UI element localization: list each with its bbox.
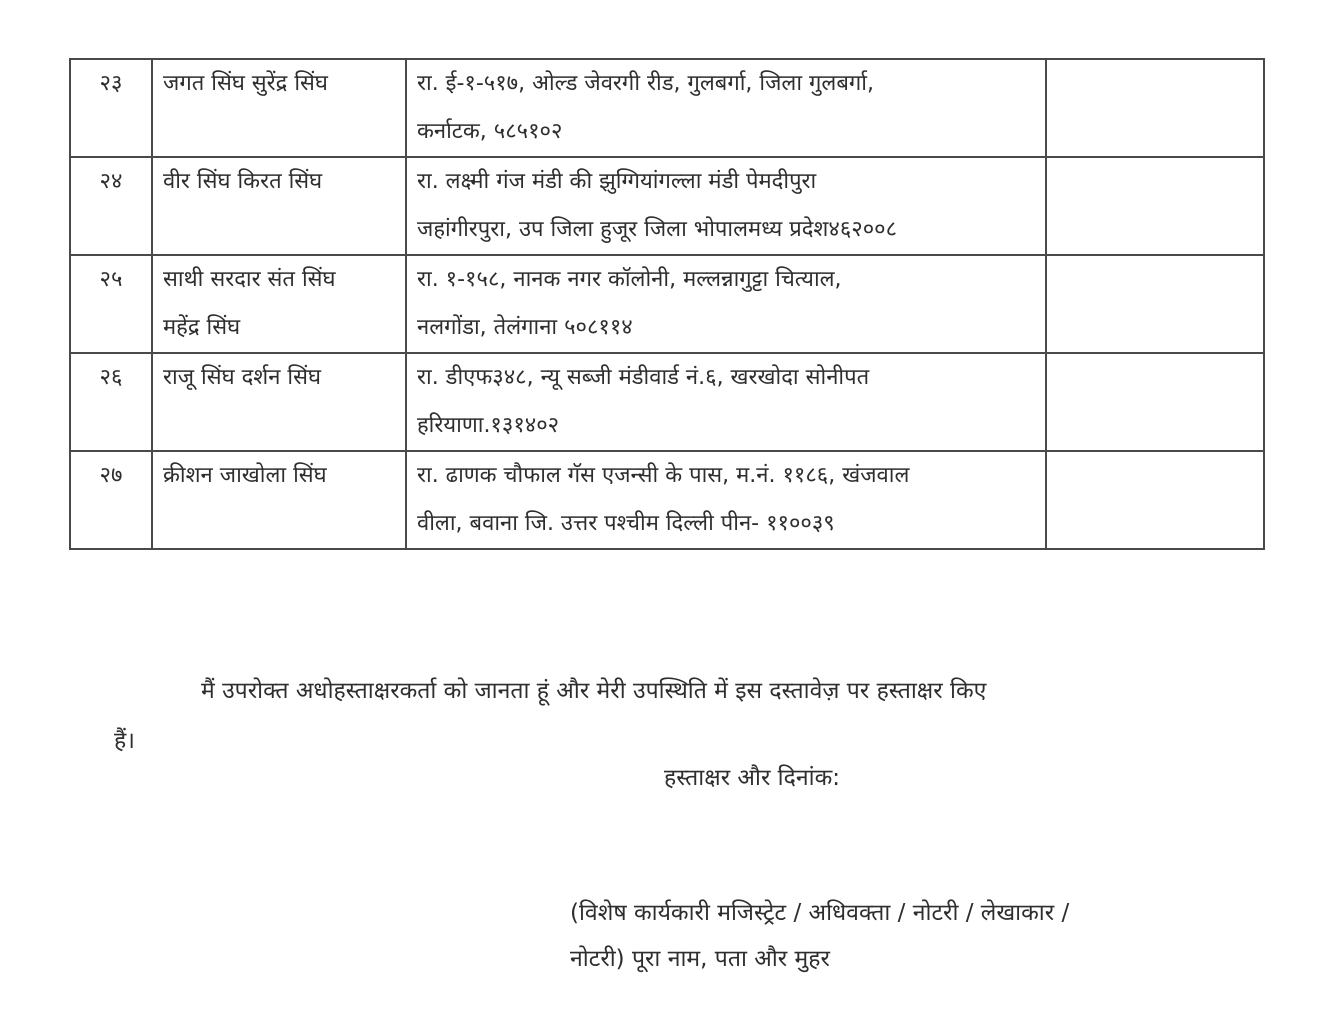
name-line: महेंद्र सिंघ (163, 315, 241, 340)
table-row (70, 59, 1264, 157)
signature-cell (1046, 59, 1264, 157)
attestor-line: नोटरी) पूरा नाम, पता और मुहर (570, 946, 830, 972)
address-line: रा. लक्ष्मी गंज मंडी की झुग्गियांगल्ला मंडी पेमदीपुरा (417, 169, 817, 194)
address-cell (406, 157, 1046, 255)
declaration-line: हैं। (114, 728, 135, 754)
address-cell (406, 255, 1046, 353)
name-cell (152, 157, 406, 255)
attestor-details (570, 890, 1270, 982)
address-cell (406, 353, 1046, 451)
signature-date-label: हस्ताक्षर और दिनांक: (664, 765, 840, 791)
table-row (70, 353, 1264, 451)
serial-number-cell: २७ (70, 451, 152, 549)
address-cell (406, 451, 1046, 549)
declaration-paragraph (114, 666, 1254, 766)
serial-number-cell: २३ (70, 59, 152, 157)
address-line: रा. डीएफ३४८, न्यू सब्जी मंडीवार्ड नं.६, खरखोदा सोनीपत (417, 365, 870, 390)
name-cell (152, 353, 406, 451)
attestor-line: (विशेष कार्यकारी मजिस्ट्रेट / अधिवक्ता / नोटरी / लेखाकार / (570, 900, 1070, 926)
name-line: राजू सिंघ दर्शन सिंघ (163, 365, 321, 390)
table-row (70, 451, 1264, 549)
serial-number-cell: २५ (70, 255, 152, 353)
signature-cell (1046, 157, 1264, 255)
address-line: रा. ढाणक चौफाल गॅस एजन्सी के पास, म.नं. ११८६, खंजवाल (417, 463, 910, 488)
address-line: नलगोंडा, तेलंगाना ५०८११४ (417, 315, 633, 340)
name-line: जगत सिंघ सुरेंद्र सिंघ (163, 71, 328, 96)
name-cell (152, 451, 406, 549)
address-line: वीला, बवाना जि. उत्तर पश्चीम दिल्ली पीन- ११००३९ (417, 511, 835, 536)
serial-number-cell: २४ (70, 157, 152, 255)
address-line: जहांगीरपुरा, उप जिला हुजूर जिला भोपालमध्य प्रदेश४६२००८ (417, 217, 898, 242)
name-line: वीर सिंघ किरत सिंघ (163, 169, 323, 194)
address-cell (406, 59, 1046, 157)
name-cell (152, 59, 406, 157)
address-line: हरियाणा.१३१४०२ (417, 413, 560, 438)
name-line: क्रीशन जाखोला सिंघ (163, 463, 327, 488)
persons-table (69, 58, 1265, 550)
signature-cell (1046, 255, 1264, 353)
name-line: साथी सरदार संत सिंघ (163, 267, 336, 292)
address-line: कर्नाटक, ५८५१०२ (417, 119, 563, 144)
table-row (70, 255, 1264, 353)
signature-cell (1046, 353, 1264, 451)
name-cell (152, 255, 406, 353)
signature-cell (1046, 451, 1264, 549)
serial-number-cell: २६ (70, 353, 152, 451)
address-line: रा. ई-१-५१७, ओल्ड जेवरगी रीड, गुलबर्गा, जिला गुलबर्गा, (417, 71, 874, 96)
table-row (70, 157, 1264, 255)
address-line: रा. १-१५८, नानक नगर कॉलोनी, मल्लन्नागुट्टा चित्याल, (417, 267, 842, 292)
declaration-line: मैं उपरोक्त अधोहस्ताक्षरकर्ता को जानता हूं और मेरी उपस्थिति में इस दस्तावेज़ पर हस्ताक्षर किए (201, 678, 987, 704)
